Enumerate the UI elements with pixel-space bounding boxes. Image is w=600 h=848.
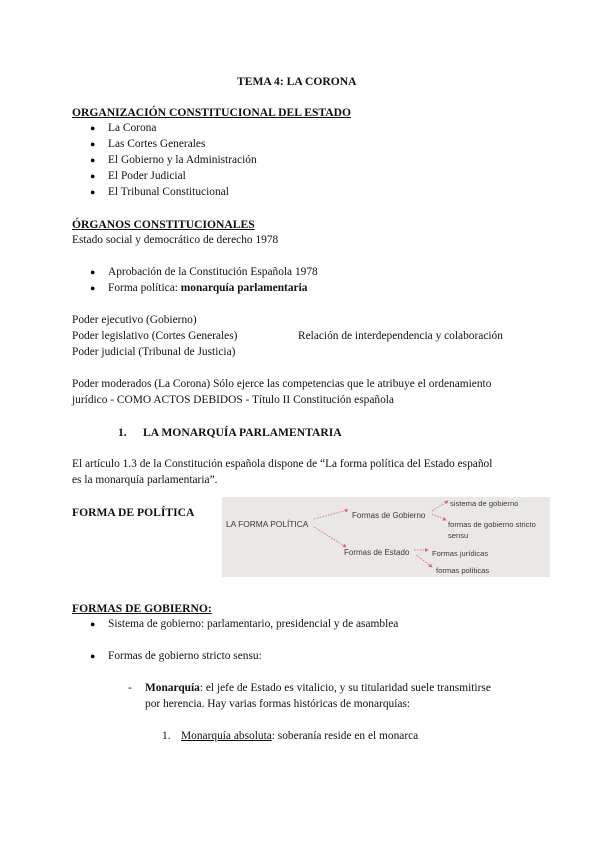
bullet-icon: ●: [90, 187, 96, 197]
list-item: ● El Poder Judicial: [108, 169, 186, 185]
power-judicial: Poder judicial (Tribunal de Justicia): [72, 346, 236, 358]
monarquia-paragraph-line2: es la monarquía parlamentaria”.: [72, 474, 218, 486]
list-item: ● La Corona: [108, 121, 156, 137]
section-heading-monarquia: LA MONARQUÍA PARLAMENTARIA: [143, 426, 342, 439]
list-item: ● Aprobación de la Constitución Española 1978: [108, 265, 318, 281]
section-heading-organos: ÓRGANOS CONSTITUCIONALES: [72, 218, 255, 231]
bullet-icon: ●: [90, 267, 96, 277]
monarquia-paragraph-line1: El artículo 1.3 de la Constitución española dispone de “La forma política del Estado español: [72, 458, 493, 470]
bullet-icon: ●: [90, 171, 96, 181]
monarquia-term: Monarquía: [145, 682, 200, 694]
organos-intro: Estado social y democrático de derecho 1978: [72, 234, 279, 246]
formas-gobierno-heading: FORMAS DE GOBIERNO:: [72, 602, 212, 615]
bullet-icon: ●: [90, 139, 96, 149]
numbered-marker: 1.: [162, 730, 171, 742]
list-item: ● Formas de gobierno stricto sensu:: [108, 649, 262, 665]
diagram-root-label: LA FORMA POLÍTICA: [226, 519, 309, 529]
power-relation: Relación de interdependencia y colaboración: [298, 330, 503, 342]
page-title: TEMA 4: LA CORONA: [237, 75, 357, 88]
diagram-juridicas-label: Formas jurídicas: [432, 549, 489, 558]
diagram-gobierno-label: Formas de Gobierno: [352, 511, 426, 520]
list-item: ● Sistema de gobierno: parlamentario, presidencial y de asamblea: [108, 617, 398, 633]
list-item: ● El Gobierno y la Administración: [108, 153, 257, 169]
power-moderator-line1: Poder moderados (La Corona) Sólo ejerce las competencias que le atribuye el ordenamiento: [72, 378, 492, 390]
diagram-sistema-label: sistema de gobierno: [450, 499, 519, 508]
monarquia-absoluta-line: Monarquía absoluta: soberanía reside en el monarca: [181, 730, 419, 742]
list-item: ● El Tribunal Constitucional: [108, 185, 229, 201]
diagram-estado-label: Formas de Estado: [344, 548, 410, 557]
forma-politica-diagram: [222, 497, 550, 577]
arrow-gobierno-to-stricto: [432, 514, 446, 520]
bullet-icon: ●: [90, 283, 96, 293]
power-moderator-line2: jurídico - COMO ACTOS DEBIDOS - Título II Constitución española: [72, 394, 394, 406]
bold-term: monarquía parlamentaria: [180, 282, 308, 294]
bullet-icon: ●: [90, 619, 96, 629]
dash-marker: -: [128, 682, 132, 694]
monarquia-definition-line2: por herencia. Hay varias formas históricas de monarquías:: [145, 698, 411, 710]
power-legislative: Poder legislativo (Cortes Generales): [72, 330, 238, 342]
power-executive: Poder ejecutivo (Gobierno): [72, 314, 197, 326]
bullet-icon: ●: [90, 155, 96, 165]
bullet-icon: ●: [90, 651, 96, 661]
diagram-stricto-label-1: formas de gobierno stricto: [448, 520, 536, 529]
diagram-politicas-label: formas políticas: [436, 566, 490, 575]
diagram-stricto-label-2: sensu: [448, 531, 469, 540]
section-number: 1.: [118, 426, 127, 439]
section-heading-organizacion: ORGANIZACIÓN CONSTITUCIONAL DEL ESTADO: [72, 106, 352, 119]
arrow-gobierno-to-sistema: [432, 501, 448, 511]
monarquia-definition-line1: Monarquía: el jefe de Estado es vitalicio, y su titularidad suele transmitirse: [145, 682, 491, 694]
arrow-root-to-estado: [314, 527, 346, 547]
absoluta-term: Monarquía absoluta: [181, 730, 272, 742]
list-item: ● Las Cortes Generales: [108, 137, 205, 153]
arrow-estado-to-politicas: [416, 555, 432, 567]
list-item: ● Forma política: monarquía parlamentaria: [108, 281, 307, 297]
bullet-icon: ●: [90, 123, 96, 133]
forma-politica-heading: FORMA DE POLÍTICA: [72, 506, 195, 519]
arrow-root-to-gobierno: [314, 510, 348, 519]
